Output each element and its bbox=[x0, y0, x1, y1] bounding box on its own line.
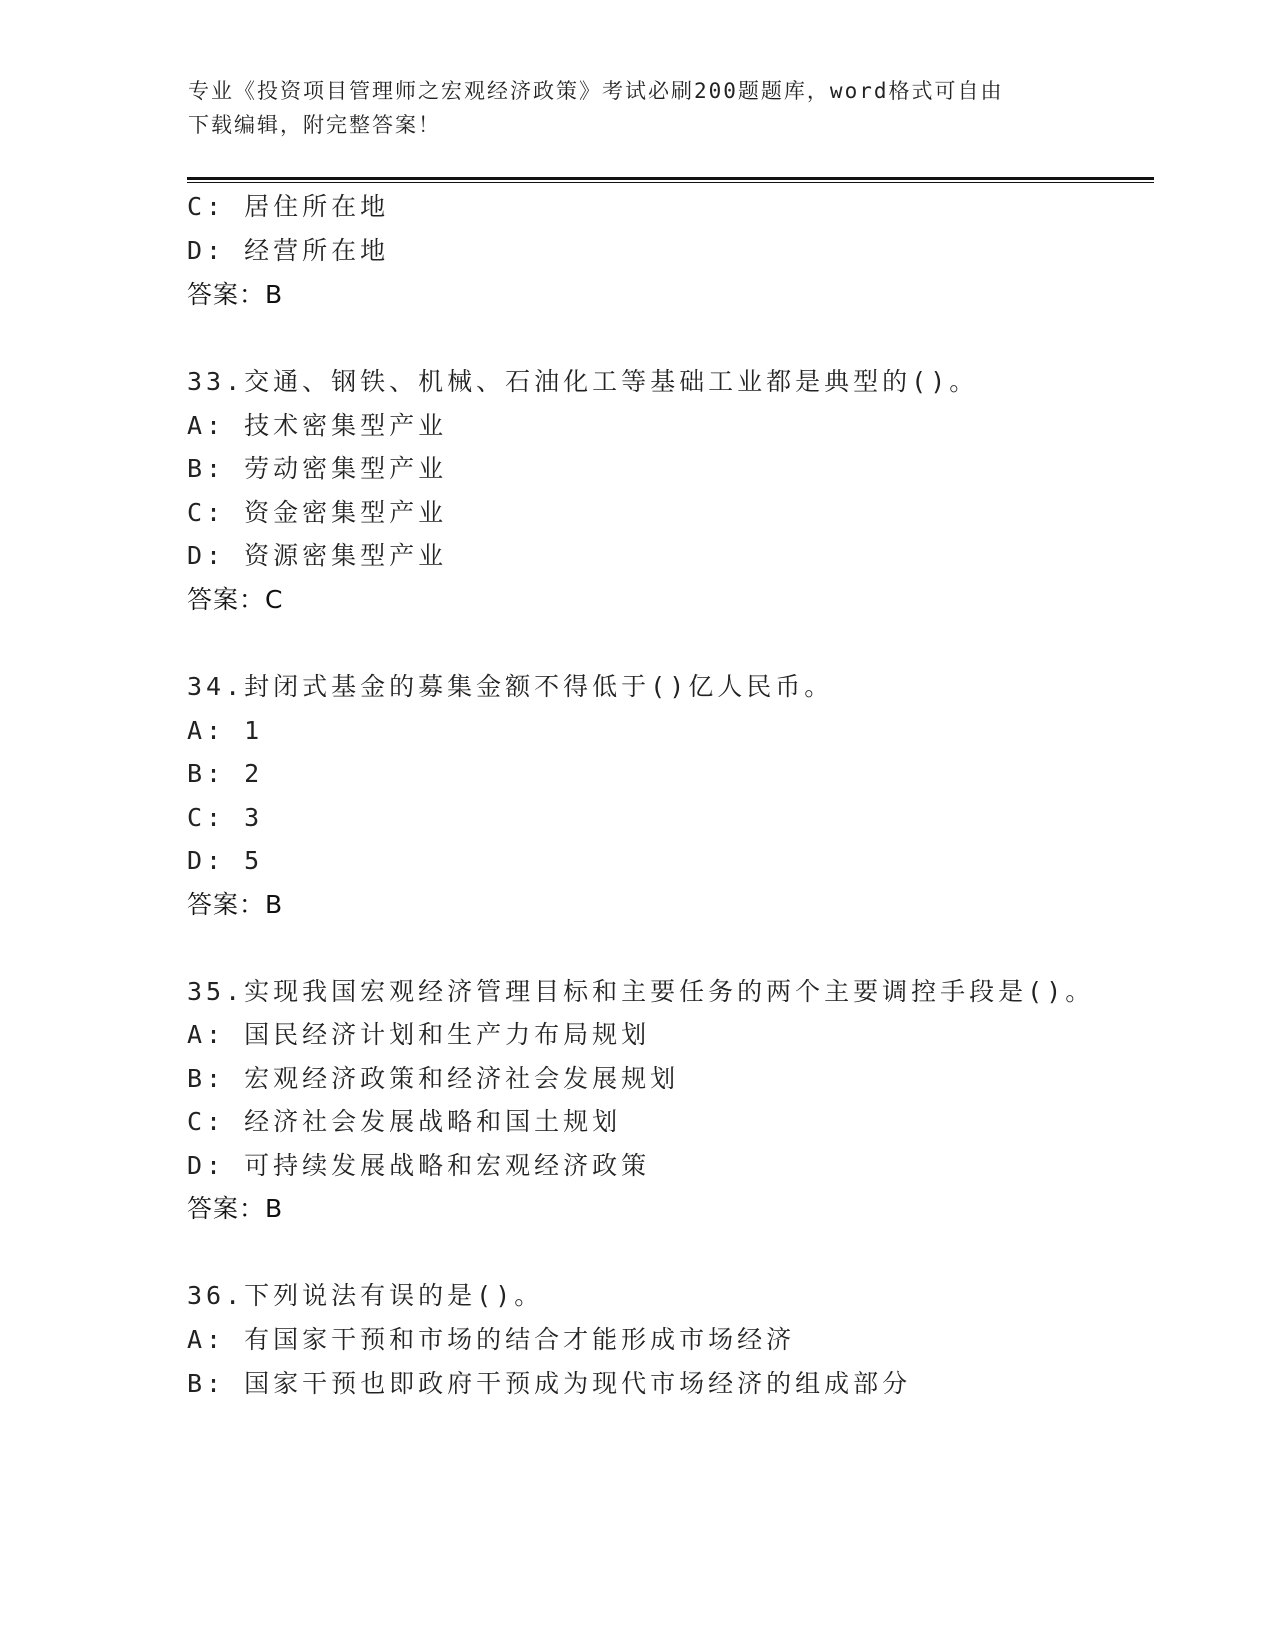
question-stem: 35.实现我国宏观经济管理目标和主要任务的两个主要调控手段是()。 bbox=[187, 977, 1095, 1006]
option-c: C: 3 bbox=[187, 803, 264, 832]
option-d: D: 经营所在地 bbox=[187, 236, 390, 265]
header-divider-thin bbox=[187, 182, 1154, 183]
header-divider bbox=[187, 177, 1154, 180]
option-d: D: 资源密集型产业 bbox=[187, 541, 448, 570]
option-a: A: 1 bbox=[187, 716, 264, 745]
option-a: A: 有国家干预和市场的结合才能形成市场经济 bbox=[187, 1325, 796, 1354]
answer: 答案：B bbox=[187, 890, 284, 919]
option-c: C: 经济社会发展战略和国土规划 bbox=[187, 1107, 622, 1136]
question-stem: 34.封闭式基金的募集金额不得低于()亿人民币。 bbox=[187, 672, 834, 701]
option-c: C: 资金密集型产业 bbox=[187, 498, 448, 527]
option-a: A: 国民经济计划和生产力布局规划 bbox=[187, 1020, 651, 1049]
option-b: B: 国家干预也即政府干预成为现代市场经济的组成部分 bbox=[187, 1369, 912, 1398]
option-d: D: 可持续发展战略和宏观经济政策 bbox=[187, 1151, 651, 1180]
answer: 答案：B bbox=[187, 1194, 284, 1223]
question-stem: 36.下列说法有误的是()。 bbox=[187, 1281, 544, 1310]
header-line-2: 下载编辑，附完整答案！ bbox=[188, 113, 441, 137]
answer: 答案：C bbox=[187, 585, 284, 614]
answer: 答案：B bbox=[187, 280, 284, 309]
option-b: B: 2 bbox=[187, 759, 264, 788]
option-b: B: 宏观经济政策和经济社会发展规划 bbox=[187, 1064, 680, 1093]
header-line-1: 专业《投资项目管理师之宏观经济政策》考试必刷200题题库，word格式可自由 bbox=[188, 79, 1004, 103]
option-b: B: 劳动密集型产业 bbox=[187, 454, 448, 483]
option-a: A: 技术密集型产业 bbox=[187, 411, 448, 440]
option-c: C: 居住所在地 bbox=[187, 192, 390, 221]
question-stem: 33.交通、钢铁、机械、石油化工等基础工业都是典型的()。 bbox=[187, 367, 979, 396]
document-header bbox=[188, 74, 1088, 142]
option-d: D: 5 bbox=[187, 846, 264, 875]
